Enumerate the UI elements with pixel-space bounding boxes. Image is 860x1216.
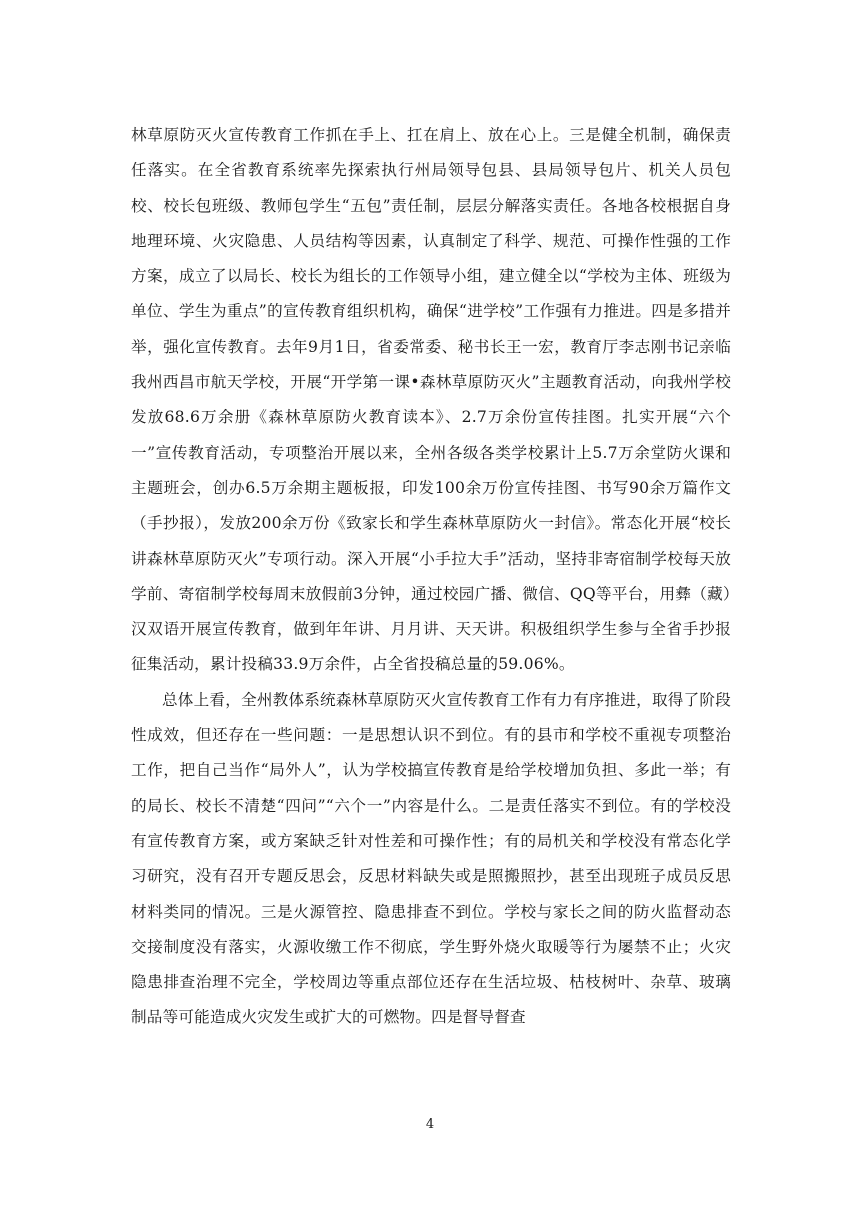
- paragraph-summary: 总体上看，全州教体系统森林草原防灭火宣传教育工作有力有序推进，取得了阶段性成效，但还存在一些问题：一是思想认识不到位。有的县市和学校不重视专项整治工作，把自己当作“局外人”，认为学校搞宣传教育是给学校增加负担、多此一举；有的局长、校长不清楚“四问”“六个一”内容是什么。二是责任落实不到位。有的学校没有宣传教育方案，或方案缺乏针对性差和可操作性；有的局机关和学校没有常态化学习研究，没有召开专题反思会，反思材料缺失或是照搬照抄，甚至出现班子成员反思材料类同的情况。三是火源管控、隐患排查不到位。学校与家长之间的防火监督动态交接制度没有落实，火源收缴工作不彻底，学生野外烧火取暖等行为屡禁不止；火灾隐患排查治理不完全，学校周边等重点部位还存在生活垃圾、枯枝树叶、杂草、玻璃制品等可能造成火灾发生或扩大的可燃物。四是督导督查: [131, 690, 731, 1027]
- paragraph-continued: 林草原防灭火宣传教育工作抓在手上、扛在肩上、放在心上。三是健全机制，确保责任落实。在全省教育系统率先探索执行州局领导包县、县局领导包片、机关人员包校、校长包班级、教师包学生“五包”责任制，层层分解落实责任。各地各校根据自身地理环境、火灾隐患、人员结构等因素，认真制定了科学、规范、可操作性强的工作方案，成立了以局长、校长为组长的工作领导小组，建立健全以“学校为主体、班级为单位、学生为重点”的宣传教育组织机构，确保“进学校”工作强有力推进。四是多措并举，强化宣传教育。去年9月1日，省委常委、秘书长王一宏，教育厅李志刚书记亲临我州西昌市航天学校，开展“开学第一课•森林草原防灭火”主题教育活动，向我州学校发放68.6万余册《森林草原防火教育读本》、2.7万余份宣传挂图。扎实开展“六个一”宣传教育活动，专项整治开展以来，全州各级各类学校累计上5.7万余堂防火课和主题班会，创办6.5万余期主题板报，印发100余万份宣传挂图、书写90余万篇作文（手抄报），发放200余万份《致家长和学生森林草原防火一封信》。常态化开展“校长讲森林草原防灭火”专项行动。深入开展“小手拉大手”活动，坚持非寄宿制学校每天放学前、寄宿制学校每周末放假前3分钟，通过校园广播、微信、QQ等平台，用彝（藏）汉双语开展宣传教育，做到年年讲、月月讲、天天讲。积极组织学生参与全省手抄报征集活动，累计投稿33.9万余件，占全省投稿总量的59.06%。: [131, 126, 731, 674]
- body-text: [131, 118, 731, 1036]
- page-number: 4: [425, 1117, 435, 1132]
